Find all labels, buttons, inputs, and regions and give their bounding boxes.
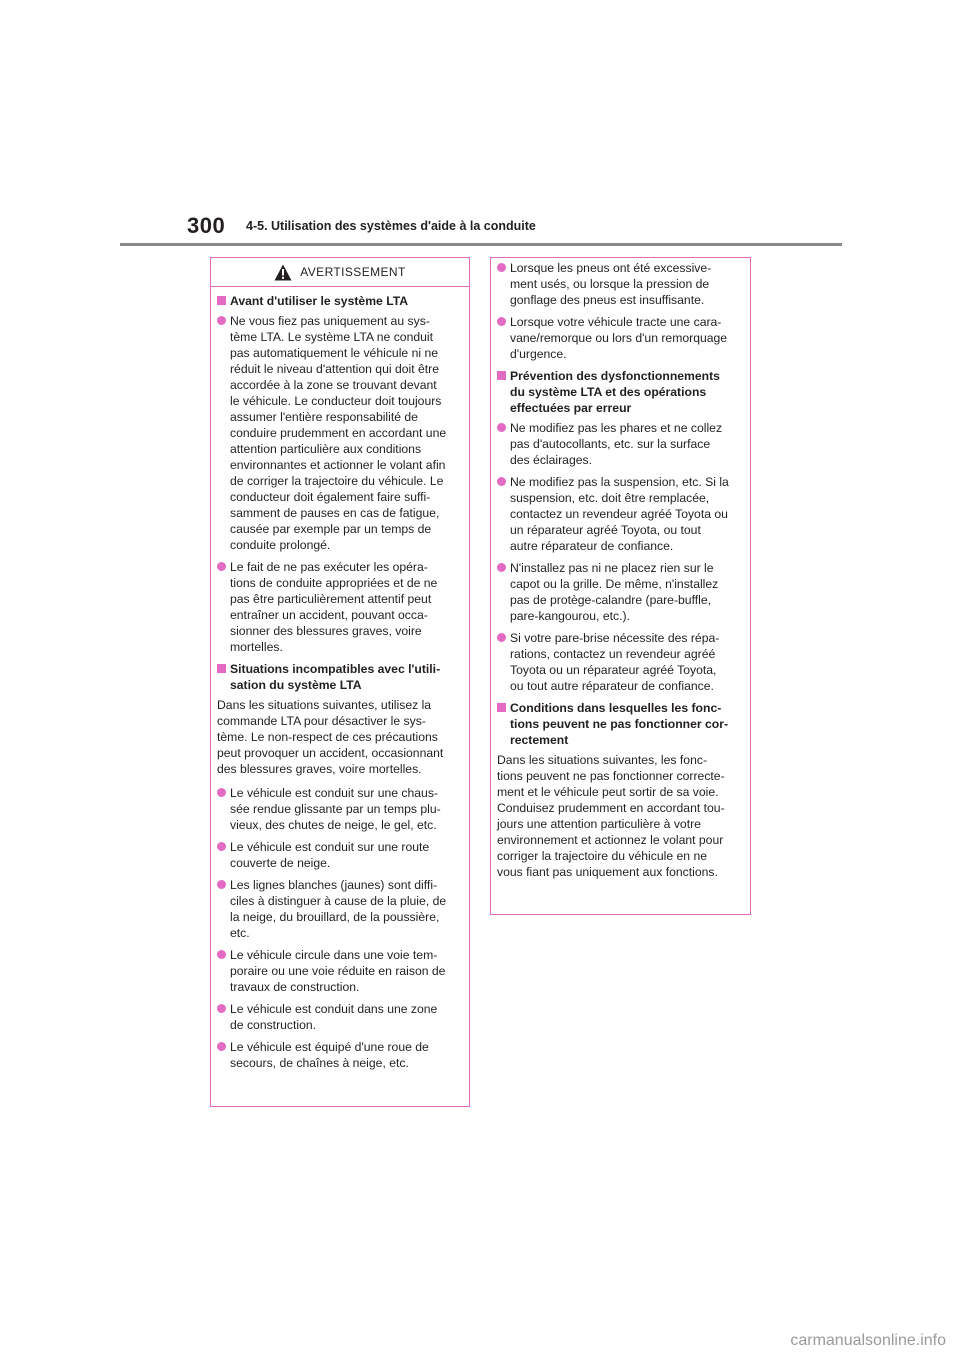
text-line: pas automatiquement le véhicule ni ne [230,346,438,360]
heading-text: Prévention des dysfonctionnements [510,369,720,383]
text-line: Lorsque les pneus ont été excessive- [510,261,712,275]
text-line: Conduisez prudemment en accordant tou- [497,801,725,815]
text-line: tème. Le non-respect de ces précautions [217,730,438,744]
heading-malfunction-prevention [497,368,744,416]
list-item [217,785,463,833]
text-line: de corriger la trajectoire du véhicule. Le [230,474,444,488]
list-item [217,313,463,553]
paragraph [497,752,744,880]
square-bullet-icon [497,703,506,712]
list-item [497,420,744,468]
text-line: Les lignes blanches (jaunes) sont diffi- [230,878,438,892]
text-line: secours, de chaînes à neige, etc. [230,1056,409,1070]
round-bullet-icon [217,316,226,325]
text-line: corriger la trajectoire du véhicule en ne [497,849,708,863]
list-item [217,877,463,941]
heading-incompatible-situations [217,661,463,693]
text-line: Lorsque votre véhicule tracte une cara- [510,315,722,329]
text-line: Ne modifiez pas les phares et ne collez [510,421,723,435]
heading-text: du système LTA et des opérations [510,385,707,399]
text-line: etc. [230,926,250,940]
round-bullet-icon [217,950,226,959]
text-line: pas d'autocollants, etc. sur la surface [510,437,711,451]
list-item [217,947,463,995]
text-line: accordée à la zone se trouvant devant [230,378,437,392]
text-line: samment de pauses en cas de fatigue, [230,506,440,520]
text-line: capot ou la grille. De même, n'installez [510,577,719,591]
text-line: pas de protège-calandre (pare-buffle, [510,593,711,607]
text-line: rations, contactez un revendeur agréé [510,647,716,661]
text-line: Le véhicule circule dans une voie tem- [230,948,438,962]
round-bullet-icon [217,562,226,571]
text-line: ciles à distinguer à cause de la pluie, de [230,894,447,908]
warning-box-left [210,257,470,1107]
list-item [217,839,463,871]
round-bullet-icon [217,1042,226,1051]
text-line: Le véhicule est conduit sur une route [230,840,430,854]
text-line: conducteur doit également faire suffi- [230,490,431,504]
text-line: Ne vous fiez pas uniquement au sys- [230,314,430,328]
square-bullet-icon [497,371,506,380]
text-line: peut provoquer un accident, occasionnant [217,746,444,760]
text-line: sionner des blessures graves, voire [230,624,422,638]
heading-before-using-lta [217,293,463,309]
round-bullet-icon [497,317,506,326]
heading-text: Situations incompatibles avec l'utili- [230,662,441,676]
text-line: entraîner un accident, pouvant occa- [230,608,428,622]
text-line: Le fait de ne pas exécuter les opéra- [230,560,428,574]
text-line: conduite prolongé. [230,538,331,552]
text-line: Dans les situations suivantes, utilisez la [217,698,432,712]
text-line: Ne modifiez pas la suspension, etc. Si la [510,475,729,489]
text-line: d'urgence. [510,347,567,361]
section-title: 4-5. Utilisation des systèmes d'aide à la conduite [246,219,536,233]
list-item [497,560,744,624]
text-line: un réparateur agréé Toyota, ou tout [510,523,701,537]
text-line: assumer l'entière responsabilité de [230,410,418,424]
text-line: suspension, etc. doit être remplacée, [510,491,710,505]
text-line: N'installez pas ni ne placez rien sur le [510,561,714,575]
text-line: des blessures graves, voire mortelles. [217,762,422,776]
text-line: poraire ou une voie réduite en raison de [230,964,446,978]
round-bullet-icon [217,842,226,851]
text-line: environnantes et actionner le volant afin [230,458,446,472]
heading-text: sation du système LTA [230,678,362,692]
text-line: Le véhicule est conduit dans une zone [230,1002,438,1016]
text-line: Le véhicule est conduit sur une chaus- [230,786,438,800]
heading-text: Conditions dans lesquelles les fonc- [510,701,722,715]
text-line: Le véhicule est équipé d'une roue de [230,1040,429,1054]
text-line: mortelles. [230,640,283,654]
round-bullet-icon [497,563,506,572]
text-line: sée rendue glissante par un temps plu- [230,802,441,816]
text-line: contactez un revendeur agréé Toyota ou [510,507,728,521]
round-bullet-icon [217,788,226,797]
text-line: vous fiant pas uniquement aux fonctions. [497,865,718,879]
text-line: le véhicule. Le conducteur doit toujours [230,394,442,408]
text-line: commande LTA pour désactiver le sys- [217,714,426,728]
list-item [497,630,744,694]
text-line: tème LTA. Le système LTA ne conduit [230,330,433,344]
warning-triangle-icon [274,264,292,281]
list-item [217,1039,463,1071]
heading-text: effectuées par erreur [510,401,632,415]
text-line: ment et le véhicule peut sortir de sa voie. [497,785,719,799]
text-line: de construction. [230,1018,317,1032]
list-item [217,1001,463,1033]
text-line: ment usés, ou lorsque la pression de [510,277,710,291]
square-bullet-icon [217,664,226,673]
text-line: couverte de neige. [230,856,331,870]
text-line: Toyota ou un réparateur agréé Toyota, [510,663,717,677]
text-line: ou tout autre réparateur de confiance. [510,679,714,693]
text-line: Si votre pare-brise nécessite des répa- [510,631,720,645]
text-line: gonflage des pneus est insuffisante. [510,293,705,307]
page-number: 300 [187,213,226,238]
round-bullet-icon [217,1004,226,1013]
text-line: attention particulière aux conditions [230,442,422,456]
list-item [217,559,463,655]
text-line: travaux de construction. [230,980,360,994]
warning-box-right [490,257,751,915]
text-line: tions peuvent ne pas fonctionner correcte- [497,769,725,783]
text-line: causée par exemple par un temps de [230,522,432,536]
round-bullet-icon [497,423,506,432]
square-bullet-icon [217,296,226,305]
round-bullet-icon [497,263,506,272]
text-line: vane/remorque ou lors d'un remorquage [510,331,728,345]
header-rule [120,243,842,246]
list-item [497,260,744,308]
paragraph [217,697,463,777]
text-line: tions de conduite appropriées et de ne [230,576,438,590]
round-bullet-icon [497,477,506,486]
text-line: pare-kangourou, etc.). [510,609,630,623]
text-line: Dans les situations suivantes, les fonc- [497,753,707,767]
text-line: des éclairages. [510,453,592,467]
text-line: vieux, des chutes de neige, le gel, etc. [230,818,437,832]
heading-conditions-not-functioning [497,700,744,748]
warning-box-title: AVERTISSEMENT [300,265,406,279]
text-line: conduire prudemment en accordant une [230,426,447,440]
list-item [497,474,744,554]
text-line: autre réparateur de confiance. [510,539,674,553]
text-line: jours une attention particulière à votre [497,817,701,831]
heading-text: tions peuvent ne pas fonctionner cor- [510,717,729,731]
heading-text: rectement [510,733,569,747]
text-line: la neige, du brouillard, de la poussière, [230,910,440,924]
heading-text: Avant d'utiliser le système LTA [230,294,409,308]
round-bullet-icon [497,633,506,642]
list-item [497,314,744,362]
text-line: pas être particulièrement attentif peut [230,592,432,606]
watermark: carmanualsonline.info [790,1332,946,1349]
round-bullet-icon [217,880,226,889]
warning-box-header [211,258,469,287]
text-line: réduit le niveau d'attention qui doit être [230,362,439,376]
text-line: environnement et actionnez le volant pour [497,833,724,847]
